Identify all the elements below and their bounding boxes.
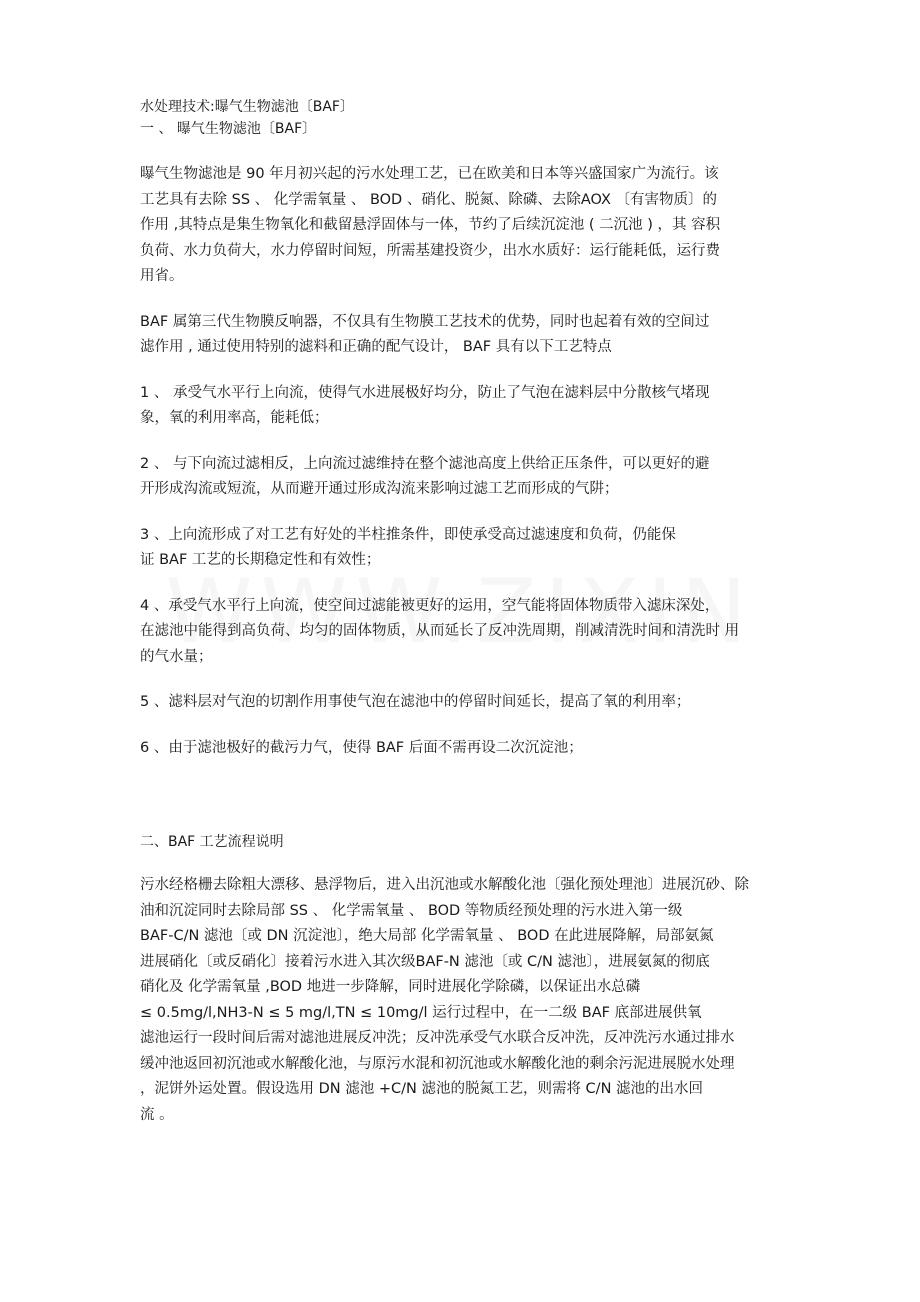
paragraph-line: 证 BAF 工艺的长期稳定性和有效性； [140,552,381,568]
paragraph-line: BAF-C/N 滤池〔或 DN 沉淀池〕，绝大局部 化学需氧量 、 BOD 在此进展降解，局部氨氮 [140,928,714,944]
paragraph-line: 2 、 与下向流过滤相反，上向流过滤维持在整个滤池高度上供给正压条件，可以更好的避 [140,455,710,472]
paragraph-line: 3 、上向流形成了对工艺有好处的半柱推条件，即使承受高过滤速度和负荷，仍能保 [140,526,676,543]
paragraph-line: ，泥饼外运处置。假设选用 DN 滤池 +C/N 滤池的脱氮工艺，则需将 C/N 滤池的出水回 [140,1081,704,1097]
paragraph-line: 滤作用 , 通过使用特别的滤料和正确的配气设计， BAF 具有以下工艺特点 [140,339,612,355]
paragraph-line: 硝化及 化学需氧量 ,BOD 地进一步降解，同时进展化学除磷，以保证出水总磷 [140,979,641,995]
paragraph-line: 用省。 [140,268,184,284]
paragraph-line: 象，氧的利用率高，能耗低； [140,410,329,426]
section1-heading: 一 、 曝气生物滤池〔BAF〕 [140,121,317,137]
section2-heading: 二、BAF 工艺流程说明 [140,834,284,850]
paragraph-line: 缓冲池返回初沉池或水解酸化池，与原污水混和初沉池或水解酸化池的剩余污泥进展脱水处理 [140,1055,735,1072]
paragraph-line: 曝气生物滤池是 90 年月初兴起的污水处理工艺，已在欧美和日本等兴盛国家广为流行。该 [140,166,719,182]
paragraph-line: 油和沉淀同时去除局部 SS 、 化学需氧量 、 BOD 等物质经预处理的污水进入第一级 [140,902,683,919]
document-page [140,96,800,1128]
paragraph-line: 的气水量； [140,648,213,665]
paragraph-line: 工艺具有去除 SS 、 化学需氧量 、 BOD 、硝化、脱氮、除磷、去除AOX 〔有害物质〕的 [140,191,718,208]
point-6 [140,736,800,762]
paragraph-line: 作用 ,其特点是集生物氧化和截留悬浮固体与一体，节约了后续沉淀池 ( 二沉池 ) ，其 容积 [140,217,721,233]
paragraph-line: 在滤池中能得到高负荷、均匀的固体物质，从而延长了反冲洗周期，削减清洗时间和清洗时 用 [140,623,740,639]
paragraph-line: 6 、由于滤池极好的截污力气，使得 BAF 后面不需再设二次沉淀池； [140,739,583,756]
flow-paragraph [140,873,800,1128]
paragraph-line: 污水经格栅去除粗大漂移、悬浮物后，进入出沉池或水解酸化池〔强化预处理池〕进展沉砂、除 [140,877,749,893]
document-title: 水处理技术:曝气生物滤池〔BAF〕 [140,99,354,115]
paragraph-line: BAF 属第三代生物膜反响器，不仅具有生物膜工艺技术的优势，同时也起着有效的空间过 [140,313,710,330]
point-5 [140,690,800,716]
point-1 [140,381,800,432]
paragraph-line: 4 、承受气水平行上向流，使空间过滤能被更好的运用，空气能将固体物质带入滤床深处， [140,597,720,614]
intro-paragraph [140,162,800,290]
point-4 [140,594,800,671]
paragraph-line: 流 。 [140,1106,174,1123]
point-2 [140,452,800,503]
paragraph-line: 进展硝化〔或反硝化〕接着污水进入其次级BAF-N 滤池〔或 C/N 滤池〕，进展氨氮的彻底 [140,953,710,970]
point-3 [140,523,800,574]
paragraph-line: 负荷、水力负荷大，水力停留时间短，所需基建投资少，出水水质好：运行能耗低，运行费 [140,242,720,259]
baf-paragraph [140,310,800,361]
paragraph-line: 1 、 承受气水平行上向流，使得气水进展极好均分，防止了气泡在滤料层中分散核气堵现 [140,384,710,401]
paragraph-line: ≤ 0.5mg/l,NH3-N ≤ 5 mg/l,TN ≤ 10mg/l 运行过程中，在一二级 BAF 底部进展供氧 [140,1004,702,1021]
paragraph-line: 滤池运行一段时间后需对滤池进展反冲洗；反冲洗承受气水联合反冲洗，反冲洗污水通过排水 [140,1030,735,1046]
paragraph-line: 开形成沟流或短流，从而避开通过形成沟流来影响过滤工艺而形成的气阱； [140,481,619,497]
paragraph-line: 5 、滤料层对气泡的切割作用事使气泡在滤池中的停留时间延长，提高了氧的利用率； [140,694,691,710]
